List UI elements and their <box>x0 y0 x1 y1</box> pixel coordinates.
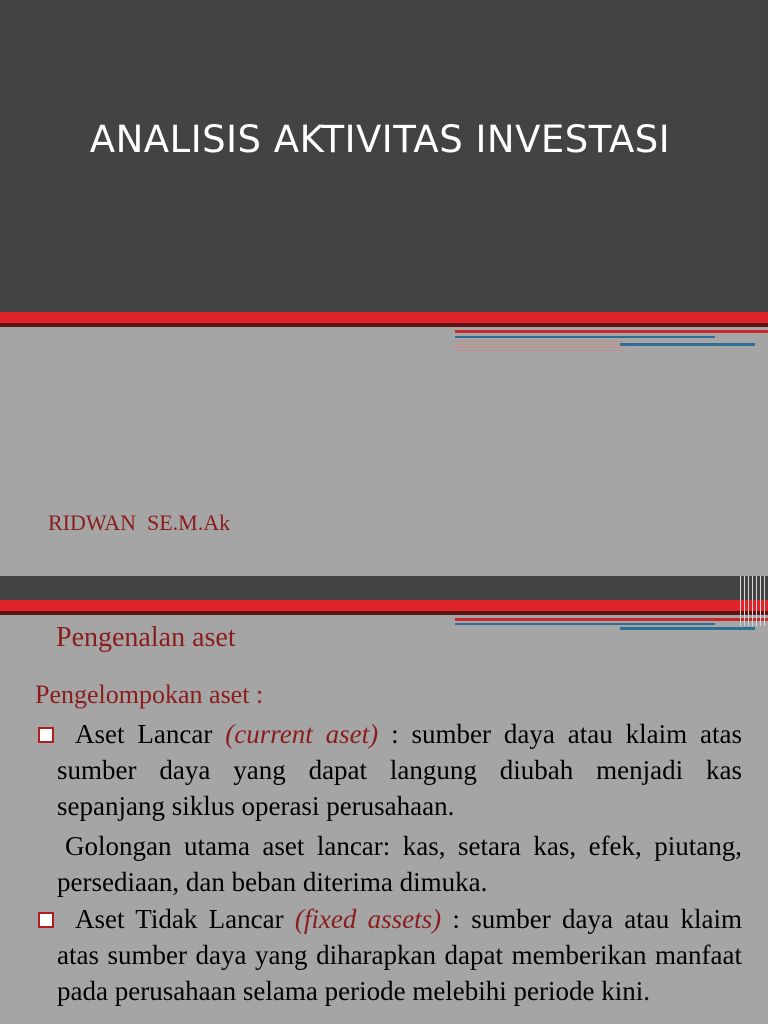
decor-red-stripe <box>0 312 768 323</box>
group-heading: Pengelompokan aset : <box>35 680 264 709</box>
content-slide <box>0 576 768 1024</box>
bullet-fixed-assets <box>57 901 742 1009</box>
decor-dark-stripe <box>0 611 768 615</box>
decor-red-line <box>455 618 768 621</box>
slide-header-band <box>0 576 768 600</box>
term-current-assets: Aset Lancar <box>75 719 213 749</box>
decor-red-line <box>455 330 768 333</box>
decor-blue-line-2 <box>620 627 755 630</box>
decor-thin-lines <box>455 341 625 353</box>
term-fixed-assets: Aset Tidak Lancar <box>75 904 284 934</box>
decor-blue-line-2 <box>620 343 755 346</box>
slide-title: ANALISIS AKTIVITAS INVESTASI <box>89 118 671 161</box>
decor-thin-bars <box>740 576 768 626</box>
decor-blue-line <box>455 336 715 338</box>
bullet-current-assets <box>57 716 742 824</box>
current-assets-groups <box>57 828 742 900</box>
checkbox-bullet-icon <box>38 727 54 743</box>
term-english: (current aset) <box>225 719 379 749</box>
definition-text: : sumber daya atau klaim atas sumber daya yang diharapkan dapat memberikan manfaat pada perusahaan selama periode melebihi periode kini. <box>57 904 743 1006</box>
decor-dark-stripe <box>0 323 768 327</box>
decor-blue-line <box>455 623 715 625</box>
definition-text: : sumber daya atau klaim atas sumber daya yang dapat langung diubah menjadi kas sepanjang siklus operasi perusahaan. <box>57 719 743 821</box>
groups-text: Golongan utama aset lancar: kas, setara kas, efek, piutang, persediaan, dan beban diterima dimuka. <box>57 831 742 897</box>
decor-red-stripe <box>0 600 768 611</box>
checkbox-bullet-icon <box>38 912 54 928</box>
slide-subtitle: Pengenalan aset <box>56 622 236 653</box>
term-english: (fixed assets) <box>294 904 442 934</box>
author-name: RIDWAN SE.M.Ak <box>48 510 231 535</box>
